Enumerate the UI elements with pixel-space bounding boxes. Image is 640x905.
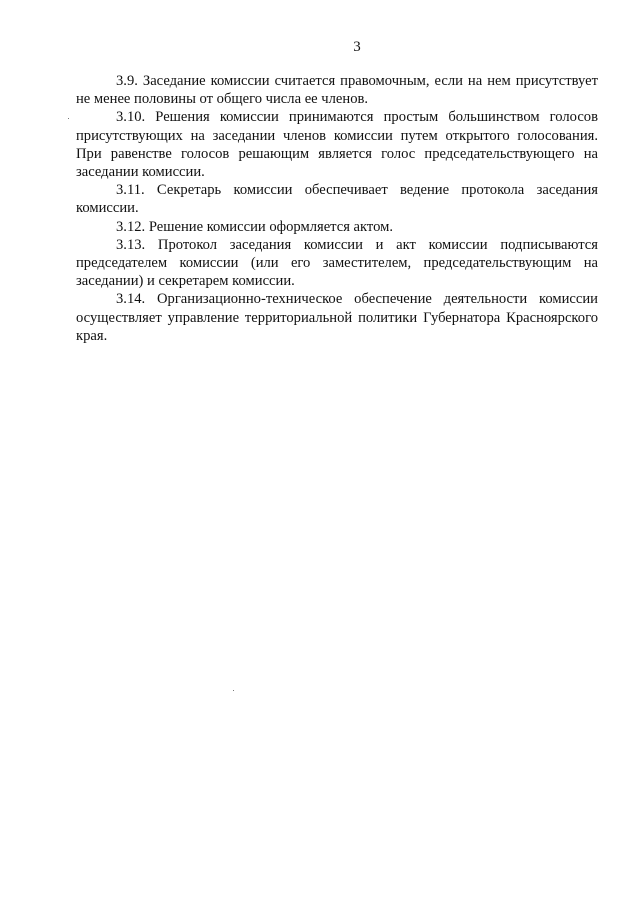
paragraph-3-10: 3.10. Решения комиссии принимаются простым большинством голосов присутствующих на заседании членов комиссии путем открытого голосования. При равенстве голосов решающим является голос председательствующего на заседании комиссии.: [76, 109, 598, 181]
scan-speck: [68, 118, 69, 119]
paragraph-3-13: 3.13. Протокол заседания комиссии и акт комиссии подписываются председателем комиссии (или его заместителем, председательствующим на заседании) и секретарем комиссии.: [76, 236, 598, 290]
scan-speck: [233, 690, 234, 691]
page-number: 3: [353, 39, 361, 55]
paragraph-3-12: 3.12. Решение комиссии оформляется актом.: [116, 218, 394, 235]
paragraph-3-9: 3.9. Заседание комиссии считается правомочным, если на нем присутствует не менее половины от общего числа ее членов.: [76, 73, 598, 108]
paragraph-3-14: 3.14. Организационно-техническое обеспечение деятельности комиссии осуществляет управление территориальной политики Губернатора Красноярского края.: [76, 291, 598, 344]
paragraph-3-11: 3.11. Секретарь комиссии обеспечивает ведение протокола заседания комиссии.: [76, 182, 598, 217]
document-body: [76, 72, 598, 345]
